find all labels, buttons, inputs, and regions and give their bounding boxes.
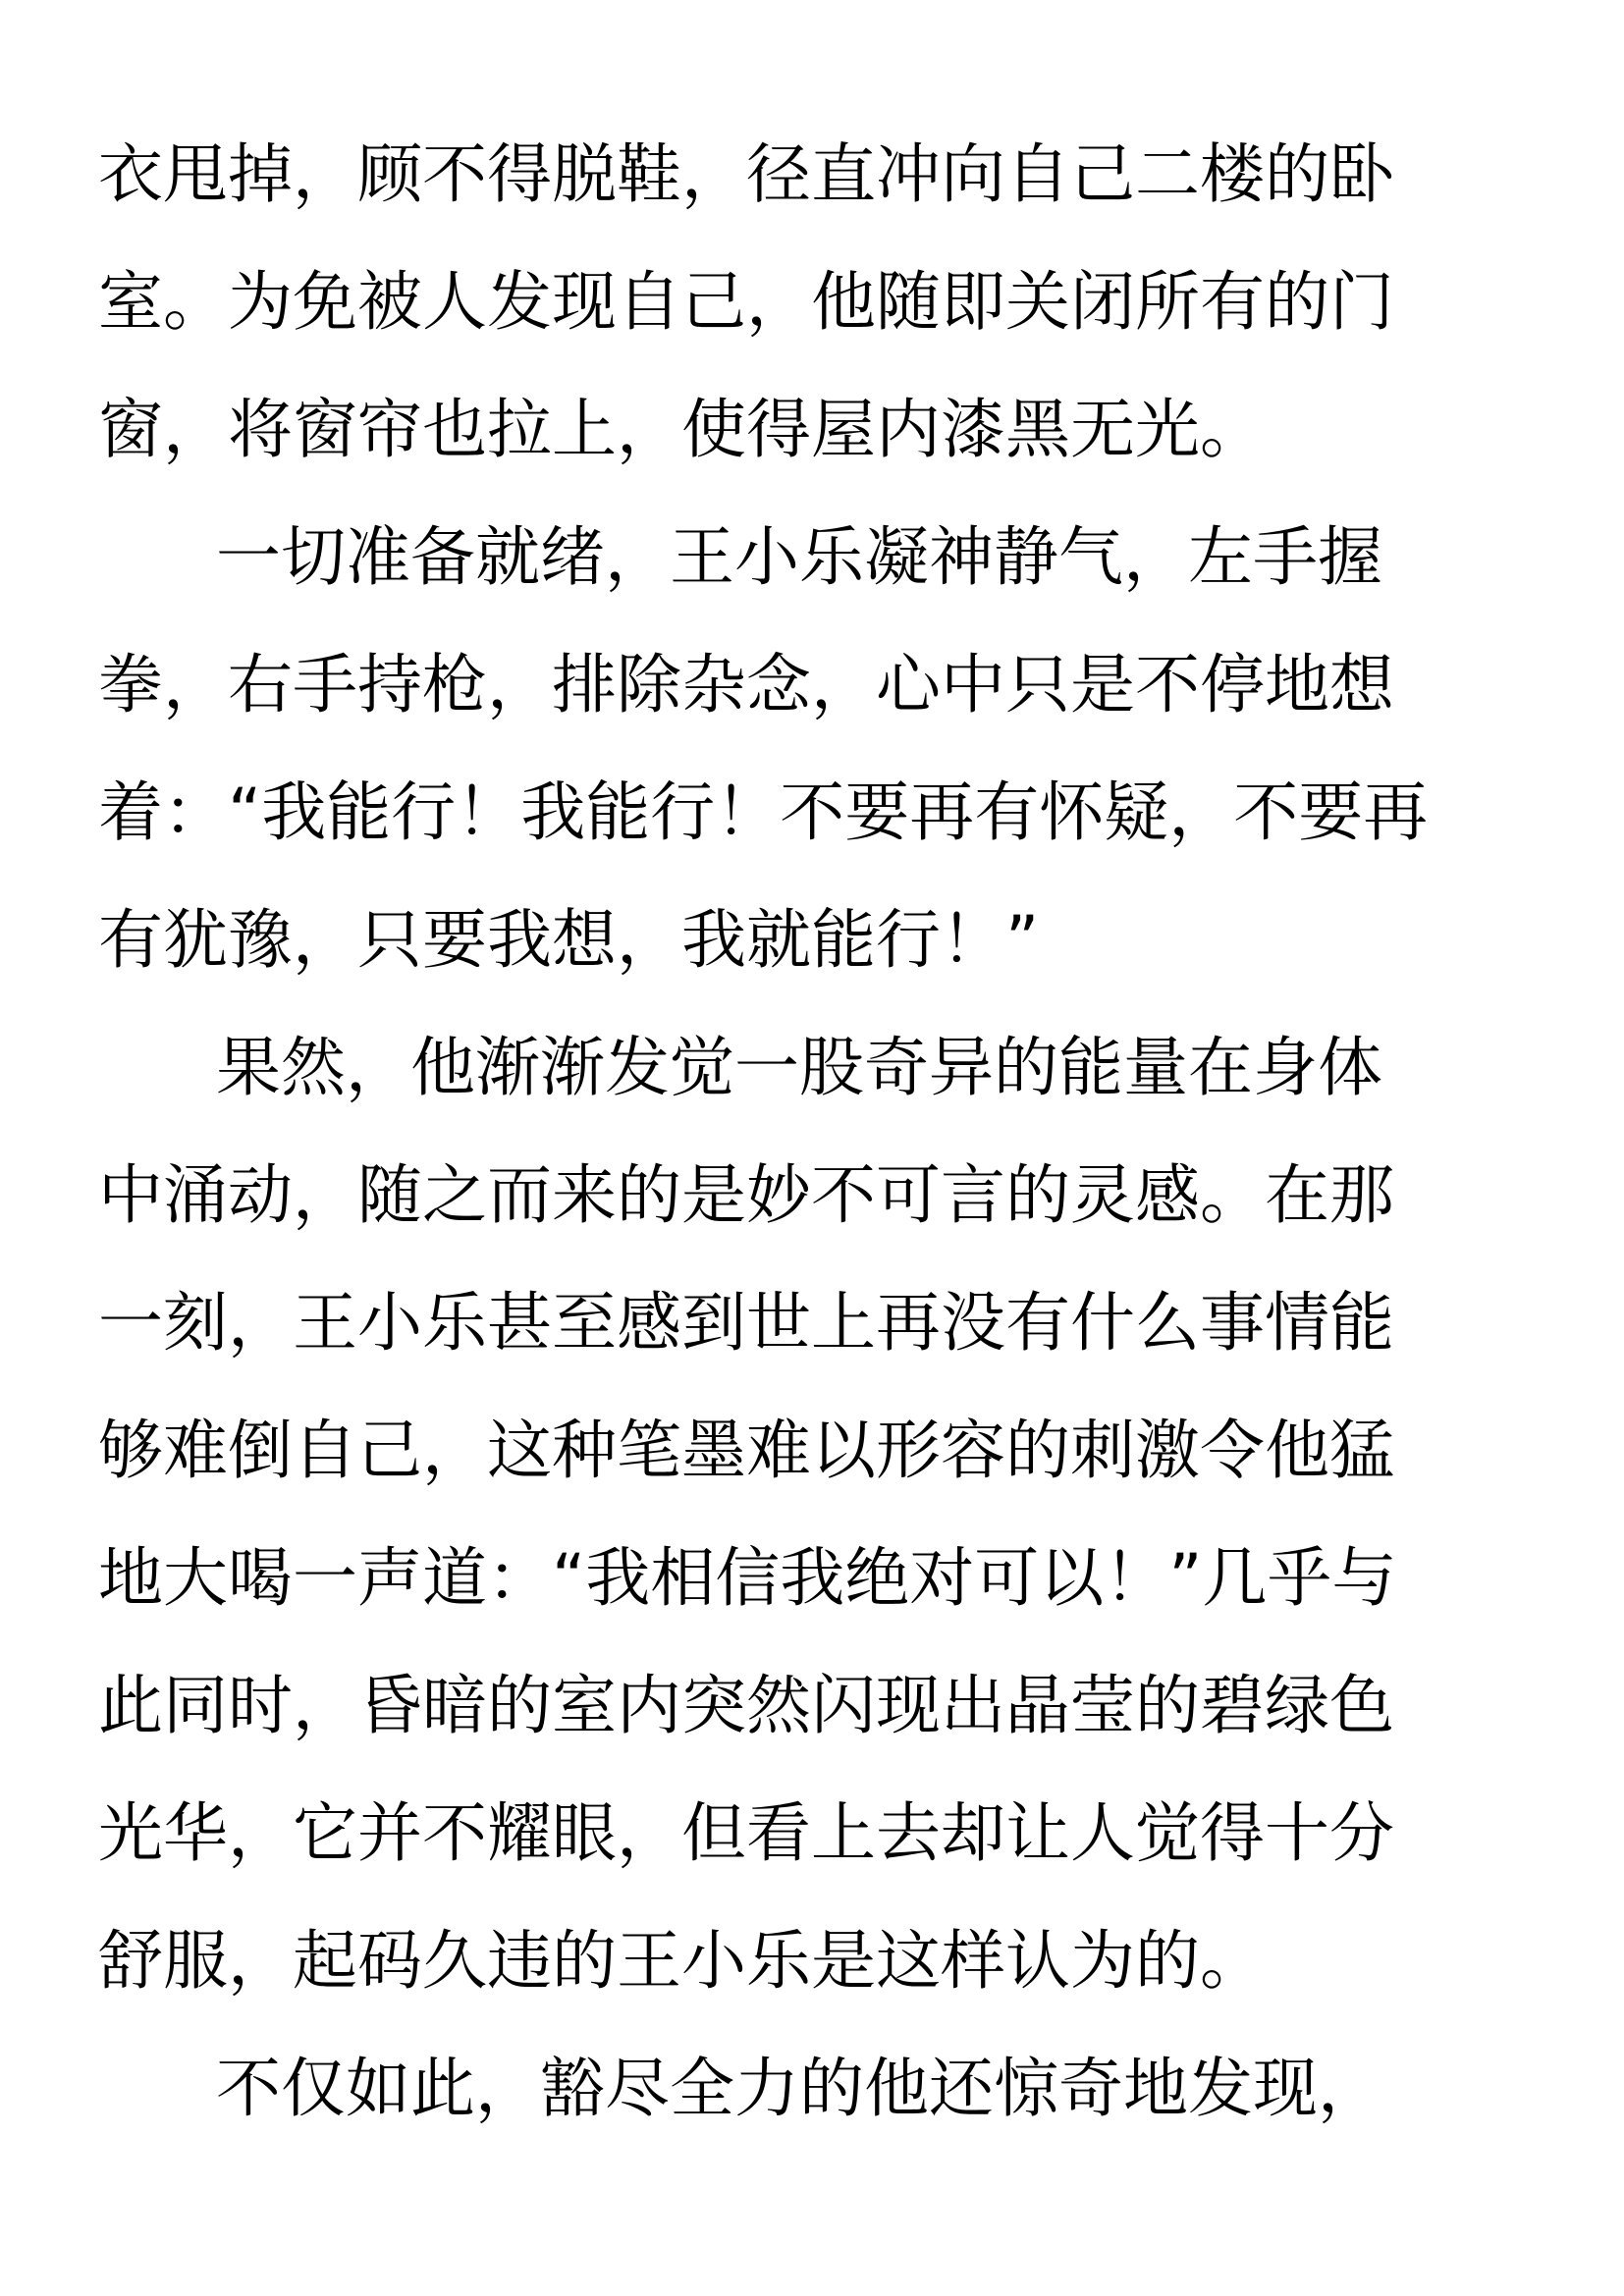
- text-line-2: 室。为免被人发现自己，他随即关闭所有的门: [98, 264, 1394, 340]
- text-line-5: 拳，右手持枪，排除杂念，心中只是不停地想: [98, 647, 1394, 722]
- text-line-1: 衣甩掉，顾不得脱鞋，径直冲向自己二楼的卧: [98, 136, 1394, 212]
- text-line-16: 不仅如此，豁尽全力的他还惊奇地发现，: [216, 2051, 1382, 2126]
- text-line-12: 地大喝一声道：“我相信我绝对可以！”几乎与: [98, 1540, 1397, 1616]
- text-line-7: 有犹豫，只要我想，我就能行！”: [98, 902, 1040, 978]
- text-line-4: 一切准备就绪，王小乐凝神静气，左手握: [216, 519, 1382, 595]
- text-line-13: 此同时，昏暗的室内突然闪现出晶莹的碧绿色: [98, 1668, 1394, 1743]
- text-line-9: 中涌动，随之而来的是妙不可言的灵感。在那: [98, 1157, 1394, 1233]
- text-line-8: 果然，他渐渐发觉一股奇异的能量在身体: [216, 1030, 1382, 1105]
- text-line-15: 舒服，起码久违的王小乐是这样认为的。: [98, 1923, 1265, 1999]
- body-text: [98, 116, 1542, 2158]
- text-line-14: 光华，它并不耀眼，但看上去却让人觉得十分: [98, 1795, 1394, 1871]
- text-line-6: 着：“我能行！我能行！不要再有怀疑，不要再: [98, 774, 1429, 850]
- text-line-10: 一刻，王小乐甚至感到世上再没有什么事情能: [98, 1285, 1394, 1361]
- text-line-3: 窗，将窗帘也拉上，使得屋内漆黑无光。: [98, 392, 1265, 467]
- text-line-11: 够难倒自己，这种笔墨难以形容的刺激令他猛: [98, 1413, 1394, 1488]
